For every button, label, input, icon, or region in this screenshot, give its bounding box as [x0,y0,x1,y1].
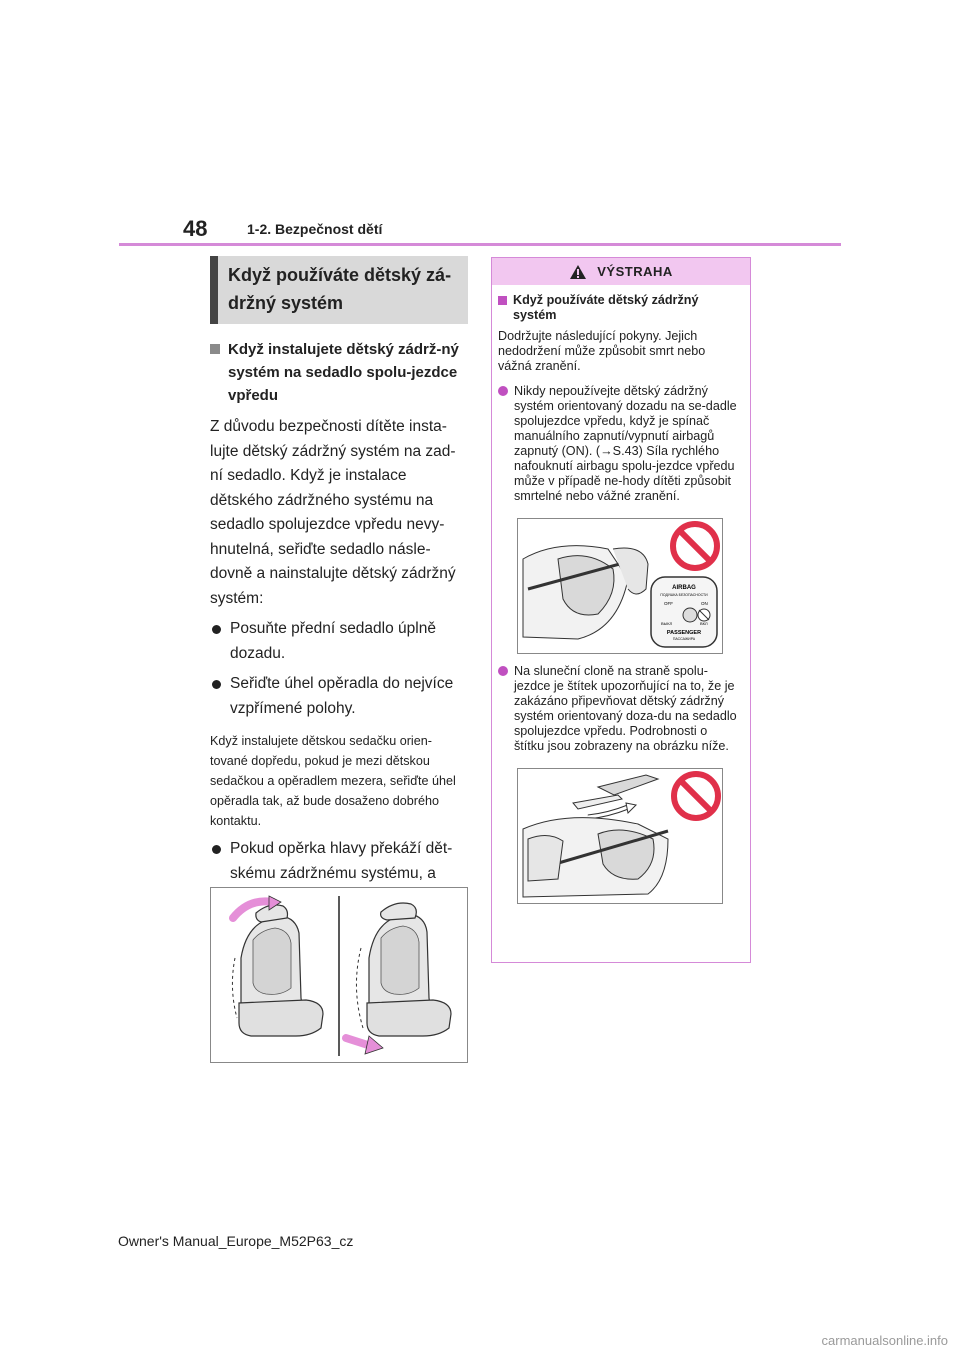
square-bullet-icon [210,344,220,354]
bullet-dot-icon [212,625,221,634]
note-text: Když instalujete dětskou sedačku orien-tované dopředu, pokud je mezi dětskou sedačkou a opěradlem mezera, seřiďte úhel opěradla tak, až bude dosaženo dobrého kontaktu. [210,734,456,828]
list-item-text: Seřiďte úhel opěradla do nejvíce vzpřímené polohy. [230,675,454,717]
topic-title: Když používáte dětský zá-držný systém [210,256,468,324]
warning-intro: Dodržujte následující pokyny. Jejich nedodržení může způsobit smrt nebo vážná zranění. [498,329,706,373]
warning-triangle-icon [569,264,587,280]
warning-item [498,384,738,504]
list-item-text: Pokud opěrka hlavy překáží dět-skému zádržnému systému, a [230,840,453,882]
warning-box [491,257,751,963]
warning-subheading [498,293,738,323]
list-item [210,672,468,721]
subheading [210,338,468,407]
warning-item [498,664,738,754]
list-item-text: Posuňte přední sedadlo úplně dozadu. [230,620,436,662]
list-item [210,617,468,666]
airbag-off-ru-label: ВЫКЛ [661,621,673,626]
warning-item-text: Na sluneční cloně na straně spolu-jezdce je štítek upozorňující na to, že je zakázáno připevňovat dětský zádržný systém orientovaný doza-du na sedadlo spolujezdce vpředu. Podrobnosti o štítku jsou zobrazeny na obrázku níže. [514,664,737,753]
airbag-on-ru-label: ВКЛ [700,621,708,626]
seat-illustration [210,887,468,1063]
page-number: 48 [183,216,208,241]
airbag-label-top: AIRBAG [672,585,696,591]
bullet-dot-icon [498,386,508,396]
airbag-label-bottom: PASSENGER [666,630,702,636]
left-column [210,256,468,960]
sun-visor-label-icon [518,769,722,903]
header-rule [119,243,841,246]
watermark: carmanualsonline.info [821,1333,948,1348]
airbag-label-bottom-ru: ПАССАЖИРА [672,637,696,641]
bullet-dot-icon [498,666,508,676]
section-title: 1-2. Bezpečnost dětí [247,221,383,237]
body-paragraph: Z důvodu bezpečnosti dítěte insta-lujte dětský zádržný systém na zad-ní sedadlo. Když je instalace dětského zádržného systému na sedadlo spolujezdce vpředu nevy-hnutelná, seřiďte sedadlo násle-dovně a nainstalujte dětský zádržný systém: [210,418,456,607]
airbag-off-label: OFF [664,601,673,606]
airbag-dashboard-illustration [517,518,723,654]
warning-header [492,258,750,285]
airbag-label-top-ru: ПОДУШКА БЕЗОПАСНОСТИ [660,593,708,597]
warning-item-text: Nikdy nepoužívejte dětský zádržný systém orientovaný dozadu na se-dadle spolujezdce vpředu, když je spínač manuálního zapnutí/vypnutí airbagů zapnutý (ON). (→S.43) Síla rychlého nafouknutí airbagu spolu-jezdce vpředu může v případě ne-hody dítěti způsobit smrtelné nebo vážné zranění. [514,384,737,503]
subheading-text: Když instalujete dětský zádrž-ný systém na sedadlo spolu-jezdce vpředu [228,341,459,404]
square-bullet-icon [498,296,507,305]
warning-subheading-text: Když používáte dětský zádržný systém [513,293,699,322]
warning-title: VÝSTRAHA [597,264,673,279]
footer-manual-id: Owner's Manual_Europe_M52P63_cz [118,1233,354,1249]
airbag-on-label: ON [701,601,708,606]
sun-visor-illustration [517,768,723,904]
seat-adjustment-icon [211,888,467,1062]
car-interior-airbag-icon [518,519,722,653]
bullet-dot-icon [212,845,221,854]
bullet-dot-icon [212,680,221,689]
